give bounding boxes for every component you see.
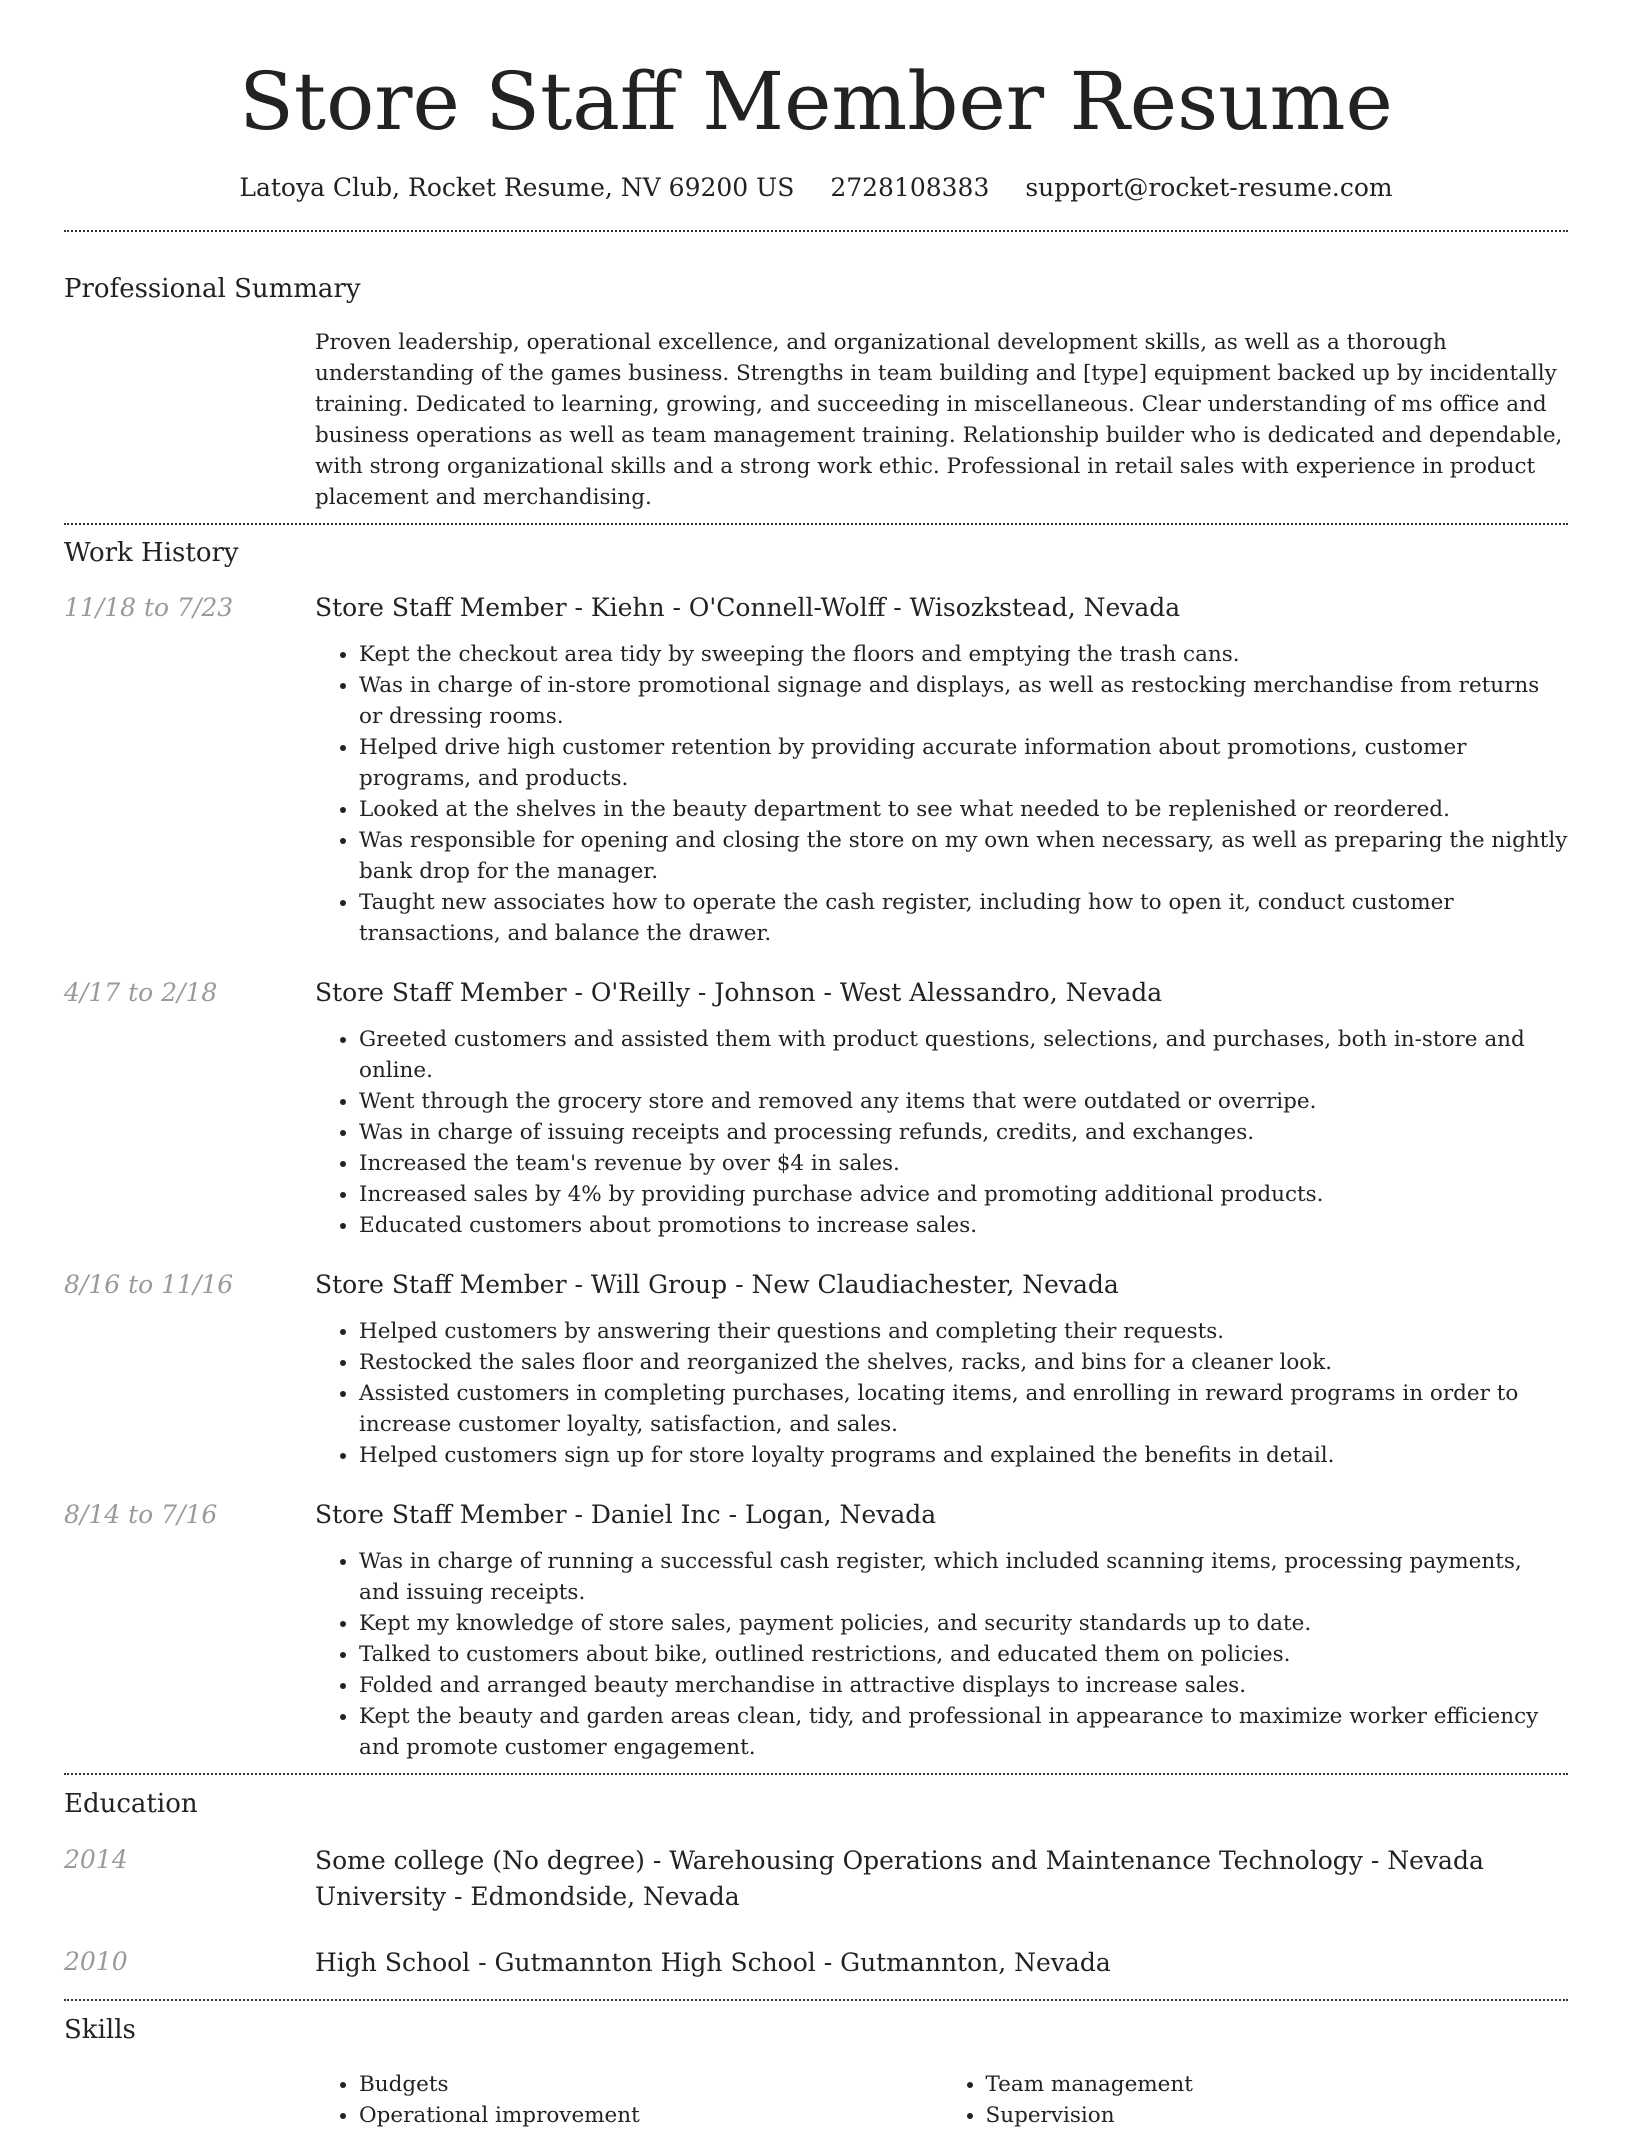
education-year: 2010 [64, 1947, 128, 1976]
education-text: Some college (No degree) - Warehousing Operations and Maintenance Technology - Nevada University - Edmondside, Nevada [315, 1846, 1484, 1911]
list-item: • Went through the grocery store and removed any items that were outdated or overripe. [359, 1086, 1568, 1117]
list-item: • Was in charge of in-store promotional signage and displays, as well as restocking merchandise from returns or dressing rooms. [359, 670, 1568, 732]
list-item: • Helped customers by answering their questions and completing their requests. [359, 1316, 1568, 1347]
job-bullets [315, 1316, 1568, 1471]
skills-list-left [315, 2069, 942, 2131]
job-title: Store Staff Member - Kiehn - O'Connell-Wolff - Wisozkstead, Nevada [315, 593, 1181, 622]
list-item: • Supervision [986, 2100, 1569, 2131]
list-item: • Kept the beauty and garden areas clean, tidy, and professional in appearance to maximize worker efficiency and promote customer engagement. [359, 1701, 1568, 1763]
summary-spacer [64, 327, 315, 513]
job-dates: 8/16 to 11/16 [64, 1270, 234, 1299]
job-bullets [315, 1546, 1568, 1763]
list-item: • Was responsible for opening and closing the store on my own when necessary, as well as preparing the nightly bank drop for the manager. [359, 825, 1568, 887]
job-dates: 11/18 to 7/23 [64, 593, 234, 622]
list-item: • Kept my knowledge of store sales, payment policies, and security standards up to date. [359, 1608, 1568, 1639]
job-entry [64, 591, 1568, 949]
job-dates: 8/14 to 7/16 [64, 1500, 218, 1529]
divider-header [64, 230, 1568, 232]
summary-text: Proven leadership, operational excellence, and organizational development skills, as well as a thorough understanding of the games business. Strengths in team building and [type] equipment backed up by incidentally training. Dedicated to learning, growing, and succeeding in miscellaneous. Clear understanding of ms office and business operations as well as team management training. Relationship builder who is dedicated and dependable, with strong organizational skills and a strong work ethic. Professional in retail sales with experience in product placement and merchandising. [315, 330, 1563, 510]
job-details [315, 1268, 1568, 1471]
list-item: • Restocked the sales floor and reorganized the shelves, racks, and bins for a cleaner look. [359, 1347, 1568, 1378]
job-details [315, 591, 1568, 949]
education-entry [64, 1945, 1568, 1981]
list-item: • Increased the team's revenue by over $4 in sales. [359, 1148, 1568, 1179]
job-entry [64, 976, 1568, 1241]
list-item: • Talked to customers about bike, outlined restrictions, and educated them on policies. [359, 1639, 1568, 1670]
section-title-work-history: Work History [64, 538, 239, 568]
list-item: • Looked at the shelves in the beauty department to see what needed to be replenished or reordered. [359, 794, 1568, 825]
job-details [315, 1498, 1568, 1763]
skills-list-right [942, 2069, 1569, 2131]
divider-work-history [64, 1773, 1568, 1775]
skills-spacer [64, 2069, 315, 2131]
list-item: • Was in charge of running a successful cash register, which included scanning items, processing payments, and issuing receipts. [359, 1546, 1568, 1608]
section-title-summary: Professional Summary [64, 274, 361, 304]
list-item: • Operational improvement [359, 2100, 942, 2131]
list-item: • Helped customers sign up for store loyalty programs and explained the benefits in detail. [359, 1440, 1568, 1471]
job-entry [64, 1268, 1568, 1471]
list-item: • Team management [986, 2069, 1569, 2100]
contact-line [64, 170, 1568, 206]
job-title: Store Staff Member - Daniel Inc - Logan, Nevada [315, 1500, 937, 1529]
list-item: • Kept the checkout area tidy by sweeping the floors and emptying the trash cans. [359, 639, 1568, 670]
skills-body [315, 2069, 1568, 2131]
divider-summary [64, 523, 1568, 525]
list-item: • Greeted customers and assisted them with product questions, selections, and purchases, both in-store and online. [359, 1024, 1568, 1086]
education-text: High School - Gutmannton High School - Gutmannton, Nevada [315, 1948, 1111, 1977]
list-item: • Was in charge of issuing receipts and processing refunds, credits, and exchanges. [359, 1117, 1568, 1148]
list-item: • Increased sales by 4% by providing purchase advice and promoting additional products. [359, 1179, 1568, 1210]
job-entry [64, 1498, 1568, 1763]
job-bullets [315, 639, 1568, 949]
list-item: • Helped drive high customer retention by providing accurate information about promotions, customer programs, and products. [359, 732, 1568, 794]
list-item: • Assisted customers in completing purchases, locating items, and enrolling in reward programs in order to increase customer loyalty, satisfaction, and sales. [359, 1378, 1568, 1440]
list-item: • Budgets [359, 2069, 942, 2100]
skills-grid [315, 2069, 1568, 2131]
education-details [315, 1843, 1568, 1915]
job-dates: 4/17 to 2/18 [64, 978, 218, 1007]
list-item: • Taught new associates how to operate the cash register, including how to open it, conduct customer transactions, and balance the drawer. [359, 887, 1568, 949]
skills-row [64, 2069, 1568, 2131]
contact-phone: 2728108383 [830, 173, 990, 202]
education-details [315, 1945, 1568, 1981]
education-year: 2014 [64, 1845, 128, 1874]
list-item: • Educated customers about promotions to increase sales. [359, 1210, 1568, 1241]
resume-title: Store Staff Member Resume [239, 55, 1393, 148]
section-title-education: Education [64, 1789, 198, 1819]
education-entry [64, 1843, 1568, 1915]
contact-email: support@rocket-resume.com [1025, 173, 1393, 202]
job-title: Store Staff Member - O'Reilly - Johnson - West Alessandro, Nevada [315, 978, 1163, 1007]
summary-row [64, 327, 1568, 513]
section-title-skills: Skills [64, 2015, 136, 2045]
resume-page [64, 0, 1568, 2131]
contact-address: Latoya Club, Rocket Resume, NV 69200 US [239, 173, 795, 202]
job-details [315, 976, 1568, 1241]
summary-body [315, 327, 1568, 513]
job-title: Store Staff Member - Will Group - New Claudiachester, Nevada [315, 1270, 1119, 1299]
divider-education [64, 1999, 1568, 2001]
job-bullets [315, 1024, 1568, 1241]
list-item: • Folded and arranged beauty merchandise in attractive displays to increase sales. [359, 1670, 1568, 1701]
